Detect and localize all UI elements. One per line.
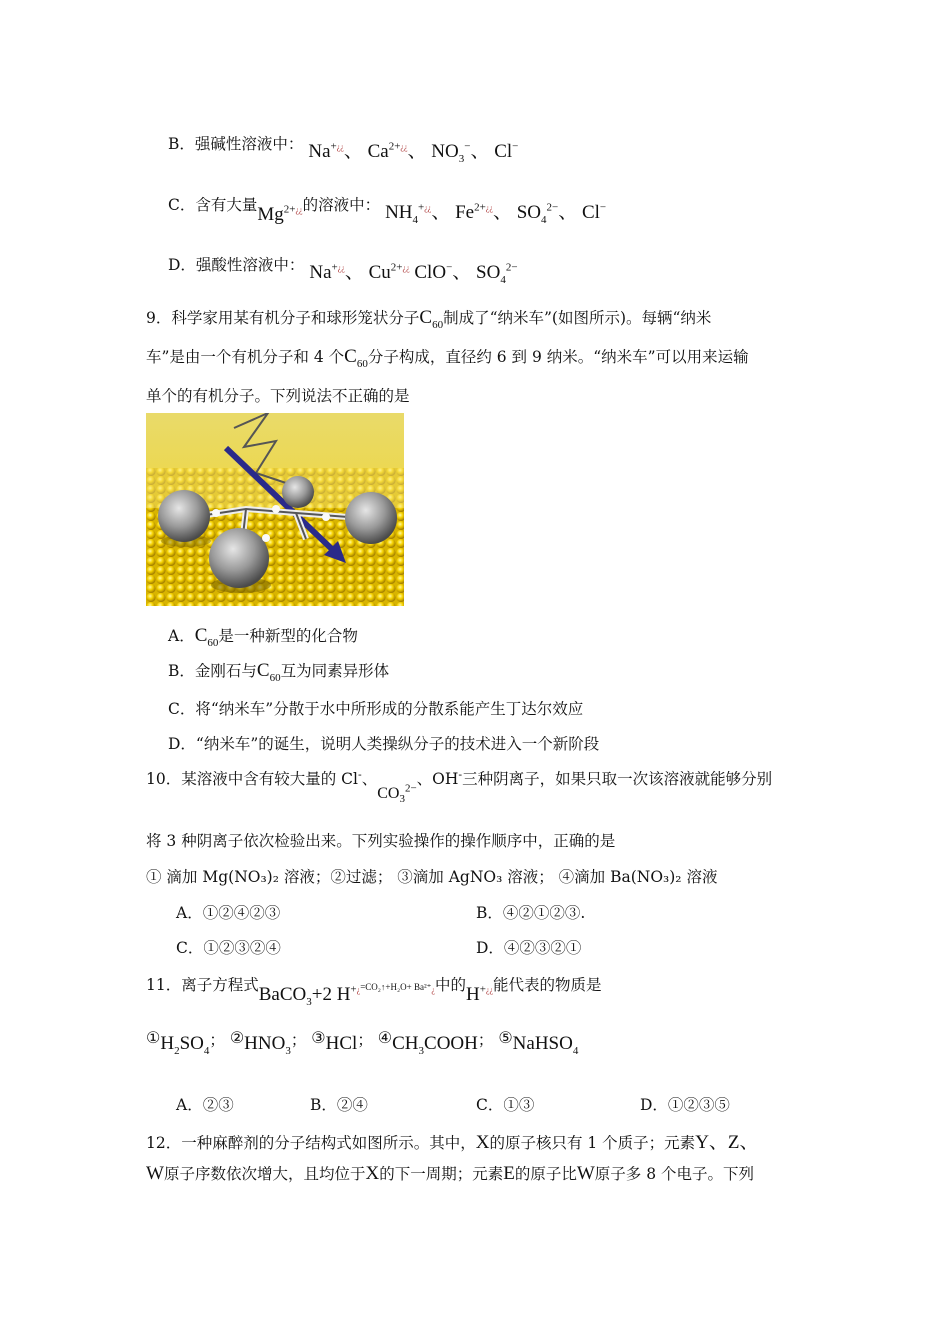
q12-text-f: 原子多 8 个电子。下列 — [594, 1165, 754, 1183]
q9-text-b: 制成了“纳米车”(如图所示)。每辆“纳米 — [443, 309, 712, 327]
q9-c60: $C_{60}$ — [194, 625, 219, 649]
q9-option-b-label: B．金刚石与 — [168, 662, 257, 680]
q11-substance-3: ③HCl — [311, 1030, 358, 1054]
q9-option-b — [168, 659, 389, 684]
q10-option-d: D．④②③②① — [476, 939, 582, 957]
q12-w: W — [576, 1163, 595, 1184]
q11-substance-5: ⑤NaHSO$_4$ — [498, 1030, 579, 1057]
q10-option-b: B．④②①②③. — [476, 904, 586, 922]
q12-text-d: 的下一周期；元素 — [379, 1165, 504, 1183]
q11-stem — [146, 973, 602, 1008]
q10-option-c: C．①②③②④ — [176, 939, 281, 957]
q12-stem-line2 — [146, 1162, 754, 1185]
q11-option-b: B．②④ — [310, 1096, 368, 1114]
q10-steps: ① 滴加 Mg(NO₃)₂ 溶液；②过滤； ③滴加 AgNO₃ 溶液； ④滴加 Ba(NO₃)₂ 溶液 — [146, 868, 718, 886]
q8-option-c — [168, 189, 607, 226]
q9-option-a-label: A． — [168, 627, 195, 645]
q12-yz: Y、Z、 — [695, 1132, 759, 1153]
q10-text-c: 、OH — [416, 770, 459, 788]
q11-equation: BaCO$_3$+2 $H^{+¿=CO_2↑+H_2O+ Ba^{2+}¿}$ — [258, 982, 435, 1008]
q12-text-c: 原子序数依次增大，且均位于 — [163, 1165, 366, 1183]
q10-text-d: 三种阴离子，如果只取一次该溶液就能够分别 — [462, 770, 773, 788]
q12-x: X — [475, 1132, 490, 1153]
q8-option-d-ions: Na+¿¿、 $Cu^{2+¿¿}$ ClO−、 $SO_4^{2-}$ — [309, 261, 518, 286]
q11-h-ion: H+¿¿ — [465, 983, 494, 1005]
q8-option-c-prefix: C．含有大量 — [168, 196, 258, 214]
q11-option-d: D．①②③⑤ — [640, 1096, 730, 1114]
q8-option-b-prefix: B．强碱性溶液中： — [168, 135, 304, 153]
q8-option-d-prefix: D．强酸性溶液中： — [168, 256, 305, 274]
q8-option-d — [168, 249, 518, 286]
q9-text-c: 车”是由一个有机分子和 4 个 — [146, 348, 345, 366]
q11-option-c: C．①③ — [476, 1096, 535, 1114]
q11-text-c: 能代表的物质是 — [493, 976, 602, 994]
q8-option-b — [168, 128, 519, 165]
q11-substance-4: $^④CH_3COOH$ — [377, 1030, 478, 1057]
q12-stem-line1 — [146, 1127, 759, 1154]
q11-substance-2: $^②HNO_3$ — [229, 1030, 291, 1057]
q8-option-c-mid: 的溶液中： — [302, 196, 381, 214]
q10-text-b: 、 — [361, 770, 378, 788]
q9-c60: $C_{60}$ — [344, 346, 368, 370]
q8-option-b-ions: Na+¿¿、 $Ca^{2+¿¿}$、 $NO_3^-$、 Cl− — [308, 140, 519, 165]
q9-option-a-text: 是一种新型的化合物 — [218, 627, 358, 645]
q8-option-c-mg: $Mg^{2+¿¿}$ — [257, 203, 303, 225]
q11-equation-tail: =CO₂↑+H₂O+ Ba²⁺ — [360, 982, 432, 992]
q11-substances: $^①H_2SO_4$； $^②HNO_3$； ③HCl； $^④CH_3COOH$； ⑤NaHSO$_4$ — [146, 1030, 579, 1057]
q12-w: W — [146, 1163, 164, 1184]
q9-stem-line3: 单个的有机分子。下列说法不正确的是 — [146, 387, 410, 405]
q9-text-d: 分子构成，直径约 6 到 9 纳米。“纳米车”可以用来运输 — [367, 348, 749, 366]
q12-text-e: 的原子比 — [514, 1165, 577, 1183]
q12-e: E — [503, 1163, 515, 1184]
q11-text-b: 中的 — [434, 976, 466, 994]
q11-option-a: A．②③ — [176, 1096, 234, 1114]
q10-stem-line2: 将 3 种阴离子依次检验出来。下列实验操作的操作顺序中，正确的是 — [146, 832, 616, 850]
q9-c60: $C_{60}$ — [256, 660, 281, 684]
nano-car-image — [146, 413, 404, 606]
q11-text-a: 11．离子方程式 — [146, 976, 259, 994]
q9-text-a: 9．科学家用某有机分子和球形笼状分子 — [146, 309, 420, 327]
q9-option-d: D．“纳米车”的诞生，说明人类操纵分子的技术进入一个新阶段 — [168, 735, 600, 753]
q9-stem-line1 — [146, 306, 711, 331]
q12-x: X — [365, 1163, 380, 1184]
q12-text-a: 12．一种麻醉剂的分子结构式如图所示。其中， — [146, 1134, 476, 1152]
q8-option-c-ions: $NH_4^{+¿¿}$、 $Fe^{2+¿¿}$、 $SO_4^{2-}$、 Cl− — [385, 201, 607, 226]
q9-option-a — [168, 624, 358, 649]
q10-co3: $CO_3^{2-}$ — [377, 782, 417, 806]
q10-text-a: 10．某溶液中含有较大量的 Cl — [146, 770, 358, 788]
q9-stem-line2 — [146, 345, 749, 370]
q11-substance-1: $^①H_2SO_4$ — [146, 1030, 210, 1057]
q10-stem-line1: 10．某溶液中含有较大量的 Cl-、$CO_3^{2-}$、OH-三种阴离子，如果只取一次该溶液就能够分别 — [146, 767, 773, 806]
q9-c60: $C_{60}$ — [419, 307, 444, 331]
q9-option-c: C．将“纳米车”分散于水中所形成的分散系能产生丁达尔效应 — [168, 700, 584, 718]
q12-text-b: 的原子核只有 1 个质子；元素 — [489, 1134, 696, 1152]
q9-option-b-text: 互为同素异形体 — [280, 662, 390, 680]
q10-option-a: A．①②④②③ — [176, 904, 281, 922]
